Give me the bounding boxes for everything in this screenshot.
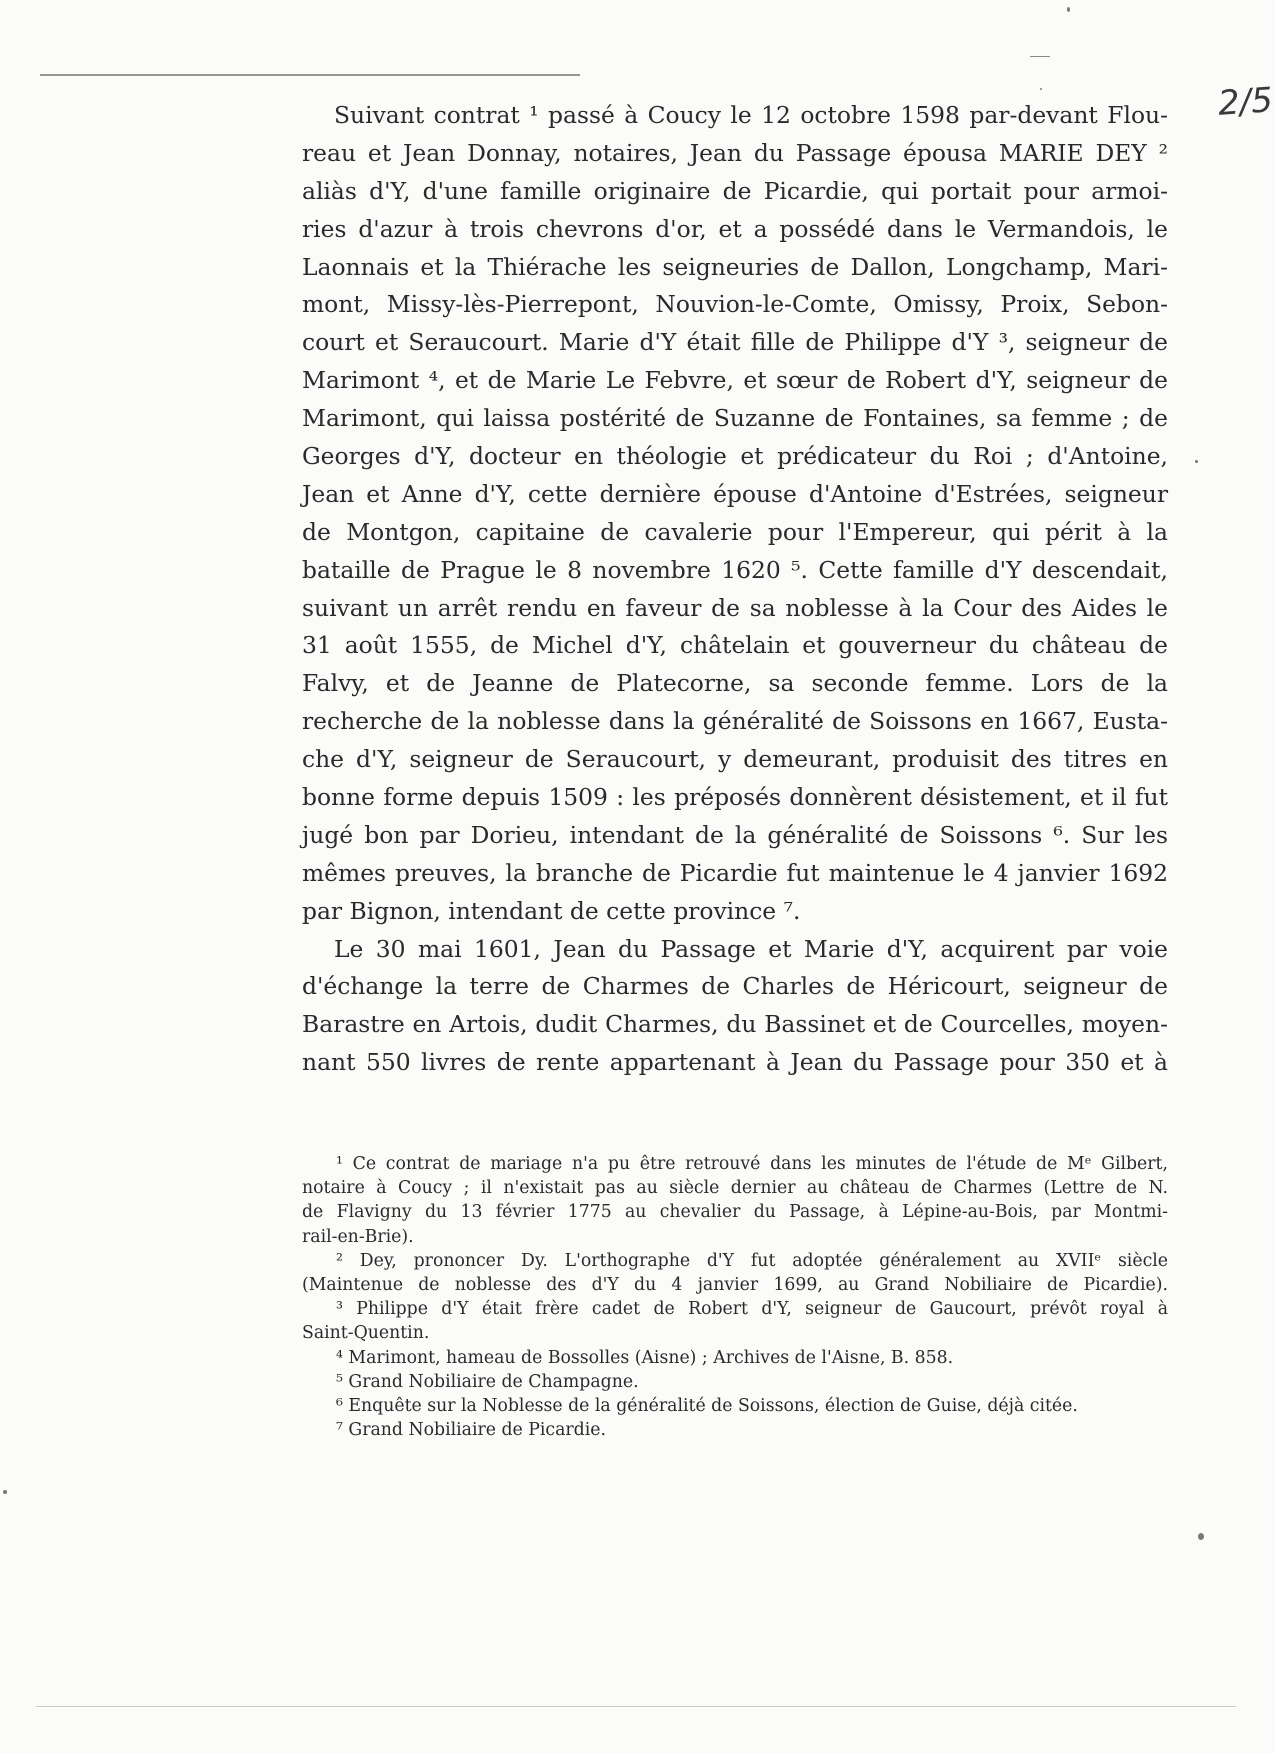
body-line: de Montgon, capitaine de cavalerie pour l'Empereur, qui périt à la — [302, 517, 1168, 546]
body-line: Suivant contrat ¹ passé à Coucy le 12 octobre 1598 par-devant Flou- — [334, 101, 1168, 129]
folio-number: 2/5 — [1216, 80, 1275, 124]
footnote-line: ⁷ Grand Nobiliaire de Picardie. — [336, 1420, 606, 1441]
footnote-line: ² Dey, prononcer Dy. L'orthographe d'Y fut adoptée généralement au XVIIᵉ siècle — [336, 1250, 1168, 1271]
body-line: court et Seraucourt. Marie d'Y était fille de Philippe d'Y ³, seigneur de — [302, 328, 1168, 357]
body-line: Falvy, et de Jeanne de Platecorne, sa seconde femme. Lors de la — [302, 669, 1168, 698]
scan-speck — [1198, 1533, 1204, 1540]
footnote-line: rail-en-Brie). — [302, 1226, 414, 1247]
body-line: 31 août 1555, de Michel d'Y, châtelain et gouverneur du château de — [302, 631, 1168, 660]
scan-speck — [1067, 7, 1070, 12]
body-line: recherche de la noblesse dans la généralité de Soissons en 1667, Eusta- — [302, 707, 1168, 736]
footnote-line: ⁴ Marimont, hameau de Bossolles (Aisne) ; Archives de l'Aisne, B. 858. — [336, 1347, 954, 1368]
top-rule — [40, 74, 580, 76]
footnotes — [302, 1152, 1168, 1442]
footnote-line: notaire à Coucy ; il n'existait pas au siècle dernier au château de Charmes (Lettre de N. — [302, 1178, 1168, 1199]
footnote-line: Saint-Quentin. — [302, 1323, 430, 1344]
footnote-line: ¹ Ce contrat de mariage n'a pu être retrouvé dans les minutes de l'étude de Mᵉ Gilbert, — [336, 1154, 1168, 1174]
body-line: aliàs d'Y, d'une famille originaire de Picardie, qui portait pour armoi- — [302, 176, 1168, 205]
body-line: Georges d'Y, docteur en théologie et prédicateur du Roi ; d'Antoine, — [302, 442, 1168, 471]
body-line: bonne forme depuis 1509 : les préposés donnèrent désistement, et il fut — [302, 783, 1168, 812]
scan-speck — [1195, 460, 1198, 463]
footnote-line: ⁶ Enquête sur la Noblesse de la généralité de Soissons, élection de Guise, déjà citée. — [336, 1395, 1078, 1416]
scan-speck — [3, 1490, 7, 1494]
top-mark — [1030, 56, 1050, 57]
body-line: d'échange la terre de Charmes de Charles de Héricourt, seigneur de — [302, 972, 1168, 1001]
bottom-rule — [36, 1706, 1236, 1707]
body-line: Laonnais et la Thiérache les seigneuries de Dallon, Longchamp, Mari- — [302, 252, 1168, 281]
body-line: reau et Jean Donnay, notaires, Jean du Passage épousa MARIE DEY ² — [302, 138, 1168, 167]
body-line: Jean et Anne d'Y, cette dernière épouse d'Antoine d'Estrées, seigneur — [302, 479, 1168, 508]
body-line: ries d'azur à trois chevrons d'or, et a possédé dans le Vermandois, le — [302, 214, 1168, 243]
body-line: Barastre en Artois, dudit Charmes, du Bassinet et de Courcelles, moyen- — [302, 1010, 1168, 1039]
body-line: mont, Missy-lès-Pierrepont, Nouvion-le-Comte, Omissy, Proix, Sebon- — [302, 290, 1168, 319]
footnote-line: ³ Philippe d'Y était frère cadet de Robert d'Y, seigneur de Gaucourt, prévôt royal à — [336, 1299, 1168, 1320]
body-line: che d'Y, seigneur de Seraucourt, y demeurant, produisit des titres en — [302, 745, 1168, 774]
body-line: jugé bon par Dorieu, intendant de la généralité de Soissons ⁶. Sur les — [302, 820, 1168, 849]
footnote-line: de Flavigny du 13 février 1775 au chevalier du Passage, à Lépine-au-Bois, par Montmi- — [302, 1202, 1168, 1223]
body-line: suivant un arrêt rendu en faveur de sa noblesse à la Cour des Aides le — [302, 593, 1168, 622]
body-text — [302, 97, 1168, 1082]
scan-speck — [1040, 88, 1042, 90]
body-line: nant 550 livres de rente appartenant à Jean du Passage pour 350 et à — [302, 1048, 1168, 1077]
body-line: mêmes preuves, la branche de Picardie fut maintenue le 4 janvier 1692 — [302, 858, 1168, 887]
body-line: bataille de Prague le 8 novembre 1620 ⁵. Cette famille d'Y descendait, — [302, 555, 1168, 584]
footnote-line: (Maintenue de noblesse des d'Y du 4 janvier 1699, au Grand Nobiliaire de Picardie). — [302, 1274, 1168, 1295]
body-line: Marimont ⁴, et de Marie Le Febvre, et sœur de Robert d'Y, seigneur de — [302, 366, 1168, 395]
body-line: Le 30 mai 1601, Jean du Passage et Marie d'Y, acquirent par voie — [334, 934, 1168, 963]
footnote-line: ⁵ Grand Nobiliaire de Champagne. — [336, 1371, 639, 1392]
body-line: par Bignon, intendant de cette province ⁷. — [302, 896, 801, 925]
body-line: Marimont, qui laissa postérité de Suzanne de Fontaines, sa femme ; de — [302, 404, 1168, 433]
